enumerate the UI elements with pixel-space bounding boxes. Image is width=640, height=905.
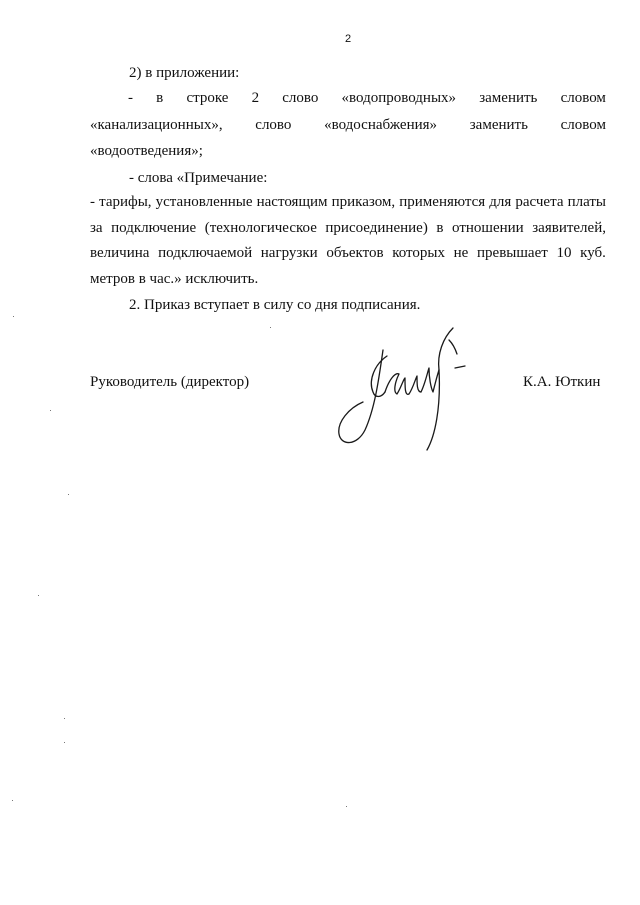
word: применяются <box>399 194 486 210</box>
word: расчета <box>515 194 564 210</box>
signer-name: К.А. Юткин <box>523 374 601 390</box>
word: слово <box>255 117 292 133</box>
scan-speck <box>270 327 271 328</box>
scan-speck <box>346 806 347 807</box>
handwritten-signature <box>335 318 475 458</box>
word: 2 <box>251 90 260 106</box>
word: тарифы, <box>99 194 152 210</box>
item-2-text: 2. Приказ вступает в силу со дня подписания. <box>129 297 421 313</box>
word: - <box>128 90 133 106</box>
word: 10 <box>556 245 572 261</box>
word: величина <box>90 245 150 261</box>
scan-speck <box>38 595 39 596</box>
paragraph-row-1 <box>128 89 606 107</box>
word: слово <box>282 90 319 106</box>
scan-speck <box>12 800 13 801</box>
scan-speck <box>64 718 65 719</box>
word: словом <box>560 90 606 106</box>
word: превышает <box>477 245 548 261</box>
word: за <box>90 220 103 236</box>
word: подключение <box>111 220 197 236</box>
paragraph-row-3: «водоотведения»; <box>90 143 203 159</box>
word: в <box>156 90 164 106</box>
word: объектов <box>326 245 384 261</box>
word: заменить <box>479 90 538 106</box>
scan-speck <box>50 410 51 411</box>
paragraph-row-7 <box>90 244 606 262</box>
word: заявителей, <box>532 220 606 236</box>
word: нагрузки <box>260 245 318 261</box>
word: не <box>453 245 469 261</box>
word: строке <box>186 90 229 106</box>
page-number: 2 <box>344 33 352 45</box>
position-title: Руководитель (директор) <box>90 374 250 390</box>
word: настоящим <box>256 194 328 210</box>
word: в <box>436 220 444 236</box>
paragraph-row-2 <box>90 116 606 134</box>
word: подключаемой <box>158 245 253 261</box>
scan-speck <box>68 494 69 495</box>
word: (технологическое <box>204 220 317 236</box>
word: «водоснабжения» <box>324 117 438 133</box>
paragraph-row-6 <box>90 219 606 237</box>
item-2-heading: 2) в приложении: <box>129 65 240 81</box>
word: платы <box>567 194 606 210</box>
scan-speck <box>13 316 14 317</box>
paragraph-row-4: - слова «Примечание: <box>129 170 268 186</box>
word: для <box>489 194 512 210</box>
word: «канализационных», <box>90 117 223 133</box>
word: присоединение) <box>325 220 428 236</box>
word: установленные <box>155 194 253 210</box>
paragraph-row-5 <box>90 193 606 211</box>
word: заменить <box>469 117 528 133</box>
word: - <box>90 194 95 210</box>
word: которых <box>392 245 445 261</box>
paragraph-row-8: метров в час.» исключить. <box>90 271 259 287</box>
word: «водопроводных» <box>341 90 457 106</box>
scan-speck <box>64 742 65 743</box>
word: отношении <box>452 220 524 236</box>
word: словом <box>560 117 606 133</box>
word: куб. <box>580 245 606 261</box>
word: приказом, <box>331 194 396 210</box>
